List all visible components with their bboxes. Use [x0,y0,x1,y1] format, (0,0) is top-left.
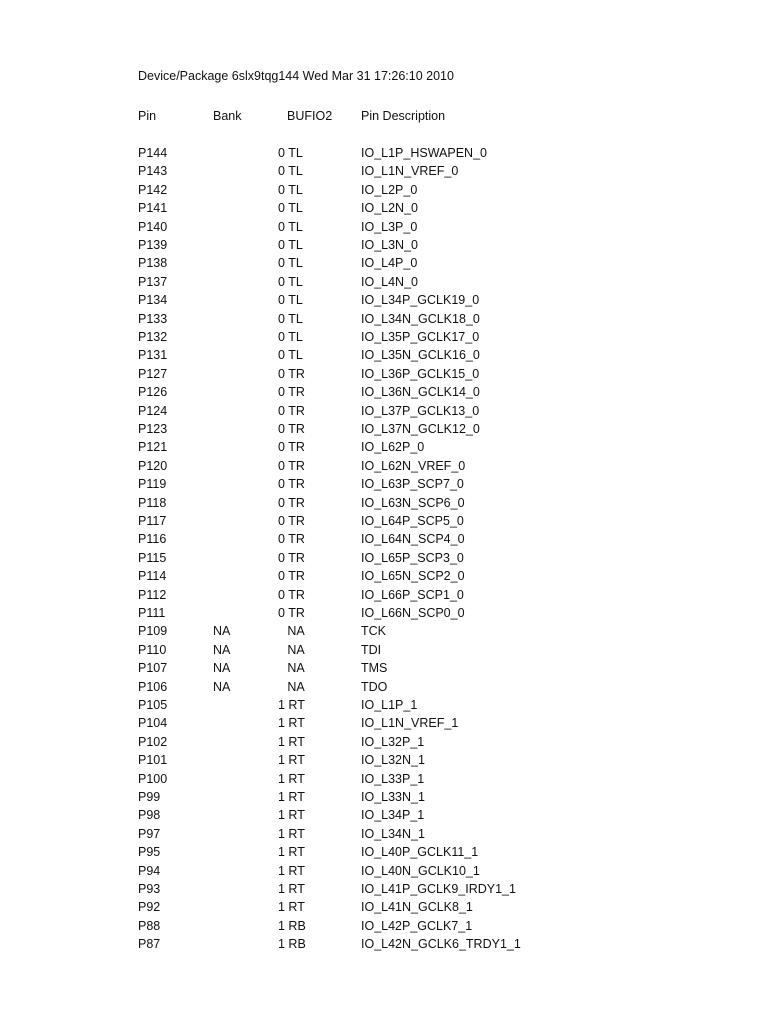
row-bufio2: 0 TL [278,146,303,160]
header-bank: Bank [213,109,242,123]
table-row [0,494,768,512]
table-row [0,291,768,309]
row-bufio2: 0 TR [278,422,305,436]
row-pin-description: IO_L36N_GCLK14_0 [361,385,480,400]
row-pin: P100 [138,771,168,786]
table-row [0,696,768,714]
row-pin: P121 [138,440,168,455]
row-pin-description: IO_L42N_GCLK6_TRDY1_1 [361,937,521,952]
row-bufio2: 0 TR [278,403,305,418]
table-row [0,365,768,383]
row-pin: P119 [138,477,167,492]
row-bufio2: 1 RT [278,771,305,786]
row-pin-description: IO_L1P_HSWAPEN_0 [361,146,487,160]
row-pin: P112 [138,587,167,602]
row-pin-description: IO_L63N_SCP6_0 [361,495,465,510]
row-pin-description: IO_L32N_1 [361,753,425,768]
table-row [0,162,768,180]
table-row [0,733,768,751]
row-pin: P140 [138,219,168,234]
row-pin: P95 [138,845,161,860]
row-pin-description: TCK [361,624,386,639]
row-bank: NA [213,679,231,694]
row-pin: P123 [138,422,168,436]
row-bufio2: 1 RT [278,808,305,823]
table-row [0,604,768,622]
table-row [0,917,768,935]
table-row [0,457,768,475]
table-row [0,862,768,880]
row-pin-description: IO_L2P_0 [361,182,418,197]
row-pin-description: IO_L4P_0 [361,256,418,271]
row-bufio2: 1 RB [278,937,306,952]
row-pin: P117 [138,514,167,528]
row-pin: P110 [138,642,167,657]
row-bufio2: 0 TL [278,293,303,308]
row-bufio2: 0 TL [278,182,303,197]
table-row [0,273,768,291]
row-bufio2: 1 RB [278,918,306,933]
row-pin-description: IO_L35P_GCLK17_0 [361,330,480,344]
row-pin: P144 [138,146,168,160]
table-row [0,530,768,548]
row-bufio2: NA [287,679,305,694]
row-pin: P127 [138,366,168,381]
table-row [0,586,768,604]
row-pin: P101 [138,753,168,768]
table-row [0,935,768,953]
row-pin-description: IO_L34N_GCLK18_0 [361,311,480,326]
row-pin: P116 [138,532,167,547]
row-pin: P105 [138,698,168,712]
row-pin: P118 [138,495,167,510]
row-pin-description: IO_L34N_1 [361,826,425,841]
row-pin: P99 [138,790,161,804]
row-pin-description: IO_L33P_1 [361,771,425,786]
table-row [0,678,768,696]
table-row [0,328,768,346]
table-row [0,512,768,530]
row-pin-description: IO_L42P_GCLK7_1 [361,918,473,933]
header-bufio2: BUFIO2 [287,109,333,123]
header-pin: Pin [138,109,157,123]
table-row [0,438,768,456]
row-pin: P126 [138,385,168,400]
row-pin-description: TDI [361,642,382,657]
table-row [0,199,768,217]
row-pin-description: IO_L65P_SCP3_0 [361,550,464,565]
table-row [0,420,768,438]
table-row [0,898,768,916]
table-row [0,770,768,788]
row-bufio2: 0 TR [278,569,305,584]
table-row [0,310,768,328]
row-pin-description: IO_L40P_GCLK11_1 [361,845,479,860]
row-pin-description: TMS [361,661,388,676]
row-pin-description: IO_L62N_VREF_0 [361,458,466,473]
row-pin-description: IO_L3N_0 [361,238,418,252]
row-bufio2: 0 TL [278,274,303,289]
row-pin-description: IO_L1N_VREF_0 [361,164,459,179]
row-pin: P133 [138,311,168,326]
table-row [0,825,768,843]
table-row [0,549,768,567]
row-pin-description: IO_L37P_GCLK13_0 [361,403,480,418]
row-pin-description: IO_L64P_SCP5_0 [361,514,464,528]
row-pin-description: IO_L3P_0 [361,219,418,234]
row-bufio2: 0 TR [278,532,305,547]
row-pin: P98 [138,808,161,823]
row-pin-description: IO_L2N_0 [361,201,418,216]
row-bufio2: 0 TL [278,256,303,271]
row-pin: P138 [138,256,168,271]
row-bufio2: 0 TL [278,330,303,344]
row-bufio2: 0 TR [278,495,305,510]
row-pin: P120 [138,458,168,473]
row-pin: P92 [138,900,161,915]
row-pin: P132 [138,330,168,344]
row-bufio2: 1 RT [278,863,305,878]
table-row [0,236,768,254]
table-row [0,402,768,420]
row-pin-description: IO_L34P_GCLK19_0 [361,293,480,308]
row-pin: P131 [138,348,168,363]
row-pin-description: IO_L32P_1 [361,734,425,749]
table-row [0,144,768,162]
row-pin: P104 [138,716,168,731]
table-row [0,567,768,585]
row-bufio2: 0 TL [278,238,303,252]
table-row [0,254,768,272]
row-pin: P97 [138,826,161,841]
row-pin-description: IO_L1P_1 [361,698,418,712]
table-row [0,641,768,659]
table-row [0,218,768,236]
table-row [0,806,768,824]
row-bufio2: 1 RT [278,753,305,768]
row-pin-description: IO_L33N_1 [361,790,425,804]
row-bufio2: 0 TL [278,164,303,179]
row-pin: P102 [138,734,168,749]
row-pin: P124 [138,403,168,418]
row-bank: NA [213,642,231,657]
row-bufio2: 0 TR [278,514,305,528]
table-row [0,181,768,199]
row-pin-description: IO_L1N_VREF_1 [361,716,459,731]
row-pin: P93 [138,882,161,896]
table-row [0,383,768,401]
row-pin-description: IO_L41N_GCLK8_1 [361,900,473,915]
row-bufio2: 1 RT [278,790,305,804]
table-row [0,659,768,677]
row-bufio2: 0 TL [278,201,303,216]
row-pin: P143 [138,164,168,179]
row-bufio2: 0 TR [278,458,305,473]
row-bufio2: NA [287,624,305,639]
row-pin-description: IO_L66N_SCP0_0 [361,606,465,620]
row-bufio2: 0 TR [278,606,305,620]
row-pin: P134 [138,293,168,308]
row-bufio2: 1 RT [278,882,305,896]
row-bank: NA [213,661,231,676]
row-pin: P107 [138,661,168,676]
row-bank: NA [213,624,231,639]
table-row [0,346,768,364]
row-pin: P88 [138,918,161,933]
row-bufio2: 1 RT [278,845,305,860]
row-pin: P109 [138,624,168,639]
row-pin-description: TDO [361,679,388,694]
row-pin-description: IO_L37N_GCLK12_0 [361,422,480,436]
table-row [0,622,768,640]
row-bufio2: 0 TL [278,219,303,234]
row-bufio2: NA [287,642,305,657]
row-pin-description: IO_L40N_GCLK10_1 [361,863,480,878]
header-pin-description: Pin Description [361,109,446,123]
row-pin: P106 [138,679,168,694]
row-bufio2: 0 TR [278,385,305,400]
row-bufio2: 0 TR [278,440,305,455]
row-bufio2: 1 RT [278,698,305,712]
document-title: Device/Package 6slx9tqg144 Wed Mar 31 17:26:10 2010 [138,69,454,83]
row-pin: P87 [138,937,161,952]
row-pin-description: IO_L63P_SCP7_0 [361,477,464,492]
row-pin: P142 [138,182,168,197]
row-pin-description: IO_L35N_GCLK16_0 [361,348,480,363]
row-pin: P139 [138,238,168,252]
row-bufio2: 1 RT [278,826,305,841]
row-bufio2: 0 TL [278,348,303,363]
row-pin-description: IO_L66P_SCP1_0 [361,587,464,602]
row-pin: P114 [138,569,167,584]
row-pin-description: IO_L4N_0 [361,274,418,289]
row-pin-description: IO_L62P_0 [361,440,425,455]
row-pin-description: IO_L65N_SCP2_0 [361,569,465,584]
row-bufio2: 0 TR [278,477,305,492]
row-pin-description: IO_L36P_GCLK15_0 [361,366,480,381]
row-pin: P94 [138,863,161,878]
row-pin-description: IO_L34P_1 [361,808,425,823]
row-pin: P115 [138,550,167,565]
table-row [0,880,768,898]
row-bufio2: 0 TR [278,587,305,602]
row-pin-description: IO_L41P_GCLK9_IRDY1_1 [361,882,516,896]
table-row [0,714,768,732]
row-bufio2: 1 RT [278,716,305,731]
row-bufio2: 1 RT [278,900,305,915]
row-bufio2: 0 TR [278,366,305,381]
row-pin-description: IO_L64N_SCP4_0 [361,532,465,547]
table-row [0,788,768,806]
row-bufio2: 0 TR [278,550,305,565]
row-pin: P141 [138,201,168,216]
row-bufio2: 1 RT [278,734,305,749]
row-pin: P111 [138,606,166,620]
row-bufio2: NA [287,661,305,676]
row-bufio2: 0 TL [278,311,303,326]
table-header [0,107,768,125]
row-pin: P137 [138,274,168,289]
table-row [0,475,768,493]
table-row [0,751,768,769]
table-row [0,843,768,861]
